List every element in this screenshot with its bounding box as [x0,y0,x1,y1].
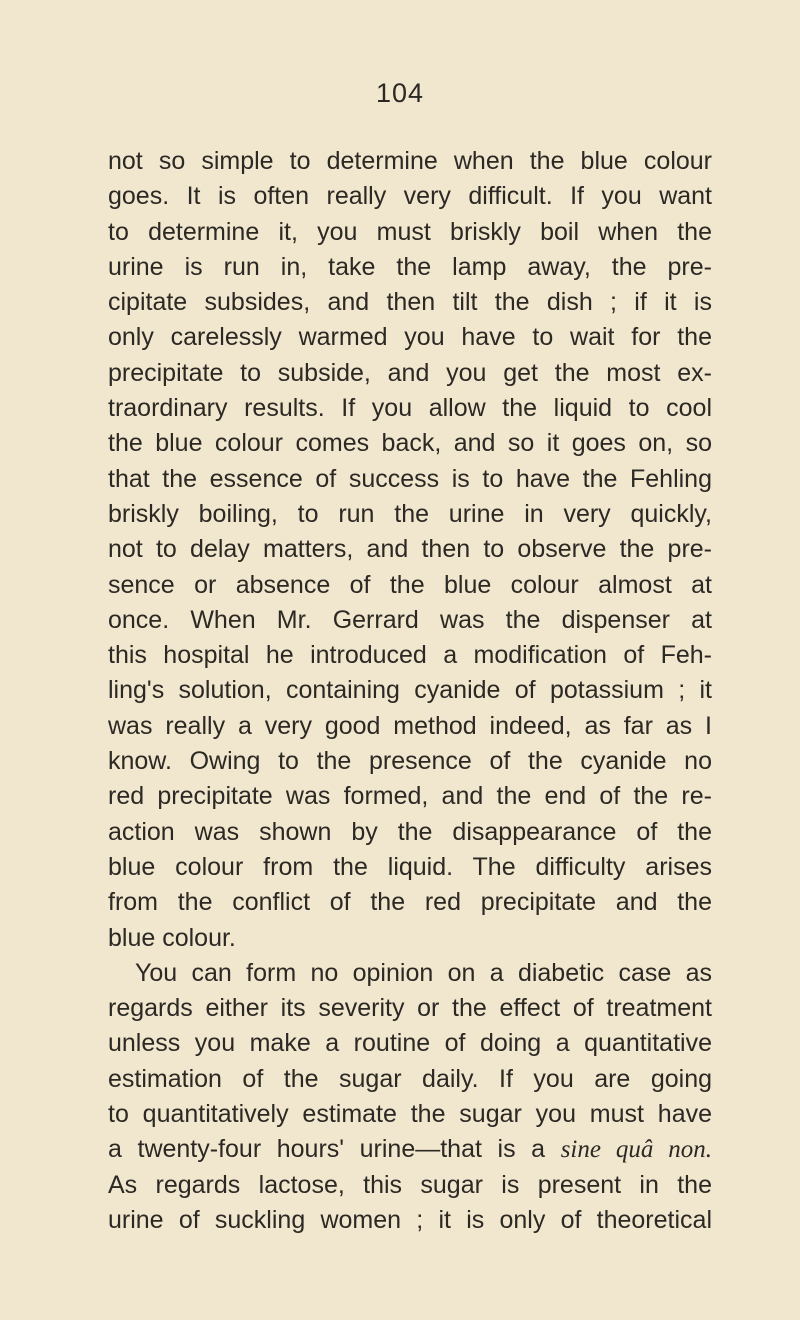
text-line: blue colour from the liquid. The difficulty arises [108,852,712,881]
text-line: from the conflict of the red precipitate and the [108,888,712,917]
text-line: know. Owing to the presence of the cyanide no [108,747,712,776]
text-line: cipitate subsides, and then tilt the dish ; if it is [108,288,712,317]
latin-phrase: sine quâ non. [560,1136,713,1164]
text-line: precipitate to subside, and you get the most ex- [108,358,712,387]
text-line: unless you make a routine of doing a quantitative [108,1029,712,1058]
text-line: to quantitatively estimate the sugar you must have [108,1100,712,1129]
text-line: You can form no opinion on a diabetic case as [135,958,712,987]
text-line: red precipitate was formed, and the end of the re- [108,782,712,811]
text-line: only carelessly warmed you have to wait for the [108,323,712,352]
text-line: not to delay matters, and then to observe the pre- [108,535,712,564]
text-line: action was shown by the disappearance of the [108,817,712,846]
text-line: sence or absence of the blue colour almost at [108,570,712,599]
text-line: As regards lactose, this sugar is present in the [108,1170,712,1199]
text-line: regards either its severity or the effect of treatment [108,994,712,1023]
text-line: the blue colour comes back, and so it goes on, so [108,429,712,458]
text-segment: a twenty-four hours' urine—that is a [108,1135,561,1164]
text-line: urine is run in, take the lamp away, the pre- [108,252,712,281]
text-line: briskly boiling, to run the urine in very quickly, [108,499,712,528]
body-text [108,144,712,1238]
text-line: goes. It is often really very difficult. If you want [108,182,712,211]
text-line: ling's solution, containing cyanide of potassium ; it [108,676,712,705]
text-line: not so simple to determine when the blue colour [108,147,712,175]
text-line: traordinary results. If you allow the liquid to cool [108,394,712,423]
text-line: to determine it, you must briskly boil when the [108,217,712,246]
page-number: 104 [375,78,425,108]
text-line-with-italic [108,1132,712,1167]
text-line: urine of suckling women ; it is only of theoretical [108,1205,712,1234]
text-line: was really a very good method indeed, as far as I [108,711,712,740]
text-line: once. When Mr. Gerrard was the dispenser at [108,605,712,634]
text-line: that the essence of success is to have the Fehling [108,464,712,493]
text-line: estimation of the sugar daily. If you are going [108,1064,712,1093]
text-line: blue colour. [108,923,236,952]
text-line: this hospital he introduced a modification of Feh- [108,641,712,670]
